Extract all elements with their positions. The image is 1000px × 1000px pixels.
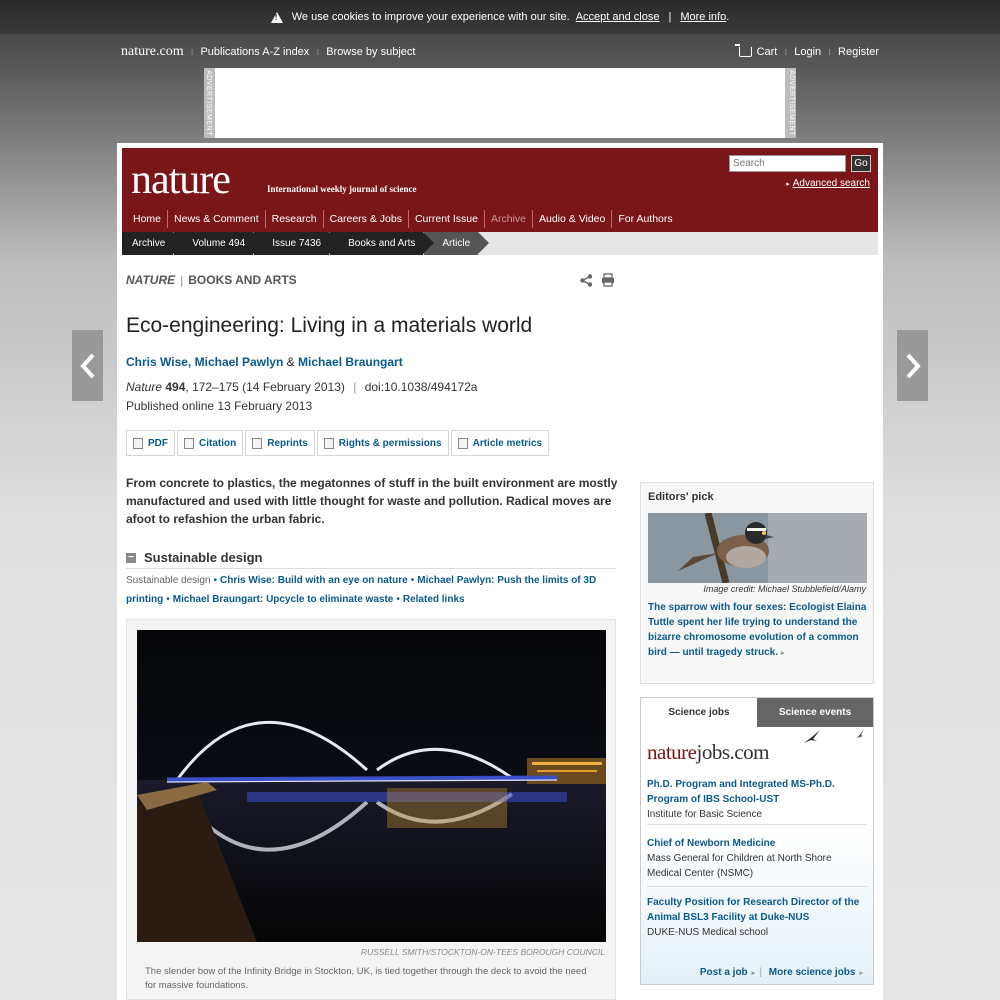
published-date: Published online 13 February 2013 bbox=[126, 399, 313, 413]
triangle-right-icon: ▸ bbox=[751, 970, 756, 977]
more-jobs-link[interactable]: More science jobs bbox=[768, 967, 856, 978]
jobs-tabs bbox=[641, 698, 873, 727]
breadcrumb bbox=[122, 232, 878, 255]
author-link[interactable]: Michael Pawlyn bbox=[194, 355, 284, 369]
site-brand-link[interactable]: nature.com bbox=[121, 44, 184, 59]
editors-pick-box bbox=[640, 482, 874, 684]
nav-careers-jobs[interactable]: Careers & Jobs bbox=[324, 210, 409, 228]
tagline: International weekly journal of science bbox=[267, 184, 417, 194]
bridge-photo[interactable] bbox=[137, 630, 606, 942]
triangle-right-icon: ▸ bbox=[859, 970, 863, 977]
cookie-separator: | bbox=[668, 11, 672, 23]
section-name: BOOKS AND ARTS bbox=[188, 273, 297, 287]
doi: doi:10.1038/494172a bbox=[364, 380, 478, 394]
next-article-button[interactable] bbox=[897, 330, 928, 401]
nav-home[interactable]: Home bbox=[127, 210, 168, 228]
author-link[interactable]: Chris Wise bbox=[126, 355, 188, 369]
publications-index-link[interactable]: Publications A-Z index bbox=[200, 46, 310, 58]
cookie-banner bbox=[0, 0, 1000, 34]
bird-icon bbox=[803, 729, 821, 747]
triangle-right-icon: ▸ bbox=[786, 181, 790, 188]
editors-pick-heading: Editors' pick bbox=[648, 491, 714, 503]
author-list: Chris Wise, Michael Pawlyn & Michael Braungart bbox=[126, 355, 403, 369]
cookie-message: We use cookies to improve your experience with our site. bbox=[291, 11, 570, 23]
breadcrumb-current: Article bbox=[424, 232, 478, 255]
ad-label-right: ADVERTISEMENT bbox=[788, 70, 795, 136]
job-listing[interactable]: Chief of Newborn Medicine Mass General for Children at North Shore Medical Center (NSMC) bbox=[647, 838, 832, 879]
section-link[interactable]: Related links bbox=[402, 594, 465, 605]
print-icon[interactable] bbox=[601, 273, 615, 287]
key-icon bbox=[324, 438, 334, 449]
login-link[interactable]: Login bbox=[794, 46, 822, 58]
nav-for-authors[interactable]: For Authors bbox=[618, 213, 673, 225]
section-link[interactable]: Michael Braungart: Upcycle to eliminate waste bbox=[172, 594, 394, 605]
editors-pick-link[interactable]: The sparrow with four sexes: Ecologist Elaina Tuttle spent her life trying to understand the bizarre chromosome evolution of a common bird — until tragedy struck. ▸ bbox=[648, 602, 867, 658]
reprints-icon bbox=[252, 438, 262, 449]
sparrow-photo[interactable] bbox=[648, 513, 867, 583]
ad-label-left: ADVERTISEMENT bbox=[205, 70, 212, 136]
pdf-icon bbox=[133, 438, 143, 449]
register-link[interactable]: Register bbox=[838, 46, 879, 58]
nav-audio-video[interactable]: Audio & Video bbox=[533, 210, 612, 228]
naturejobs-logo[interactable]: naturejobs.com bbox=[647, 740, 769, 764]
cart-link[interactable]: Cart bbox=[756, 46, 778, 58]
nav-news-comment[interactable]: News & Comment bbox=[168, 210, 266, 228]
chevron-right-icon bbox=[905, 352, 921, 380]
citation-button[interactable]: Citation bbox=[177, 430, 243, 456]
nature-logo[interactable]: nature bbox=[131, 157, 230, 203]
article-section-label: NATURE | BOOKS AND ARTS bbox=[126, 273, 297, 287]
section-link[interactable]: Michael Pawlyn: Push the limits of 3D printing bbox=[126, 575, 597, 605]
editors-pick-credit: Image credit: Michael Stubblefield/Alamy bbox=[703, 584, 866, 594]
more-info-link[interactable]: More info bbox=[680, 11, 727, 23]
article-tools bbox=[126, 430, 549, 456]
pdf-button[interactable]: PDF bbox=[126, 430, 175, 456]
bird-icon bbox=[856, 729, 865, 739]
triangle-right-icon: ▸ bbox=[780, 650, 785, 657]
reprints-button[interactable]: Reprints bbox=[245, 430, 315, 456]
article-title: Eco-engineering: Living in a materials world bbox=[126, 314, 533, 337]
article-metrics-button[interactable]: Article metrics bbox=[451, 430, 549, 456]
breadcrumb-volume[interactable]: Volume 494 bbox=[174, 232, 253, 255]
tab-science-events[interactable]: Science events bbox=[757, 698, 873, 727]
section-heading[interactable]: − Sustainable design bbox=[126, 547, 616, 569]
previous-article-button[interactable] bbox=[72, 330, 103, 401]
warning-icon bbox=[271, 12, 283, 23]
chevron-left-icon bbox=[80, 352, 96, 380]
jobs-widget bbox=[640, 697, 874, 985]
page-container bbox=[117, 143, 883, 1000]
nav-current-issue[interactable]: Current Issue bbox=[409, 210, 485, 228]
main-navigation bbox=[127, 210, 679, 228]
job-listing[interactable]: Faculty Position for Research Director of the Animal BSL3 Facility at Duke-NUS DUKE-NUS Medical school bbox=[647, 897, 860, 938]
cart-icon bbox=[739, 47, 752, 57]
cookie-period: . bbox=[726, 11, 730, 23]
figure-credit: RUSSELL SMITH/STOCKTON-ON-TEES BOROUGH COUNCIL bbox=[360, 947, 605, 957]
share-icon[interactable] bbox=[580, 274, 593, 287]
accept-cookies-link[interactable]: Accept and close bbox=[575, 11, 660, 23]
job-listing[interactable]: Ph.D. Program and Integrated MS-Ph.D. Program of IBS School-UST Institute for Basic Science bbox=[647, 779, 835, 820]
search-go-button[interactable]: Go bbox=[851, 155, 871, 172]
nav-research[interactable]: Research bbox=[266, 210, 324, 228]
chart-icon bbox=[458, 438, 468, 449]
figure-caption: The slender bow of the Infinity Bridge in Stockton, UK, is tied together through the deck to avoid the need for massive foundations. bbox=[145, 966, 587, 991]
post-job-link[interactable]: Post a job bbox=[699, 967, 748, 978]
section-links: Sustainable design • Chris Wise: Build with an eye on nature • Michael Pawlyn: Push the limits of 3D printing • Michael Braungart: Upcycle to eliminate waste • Related links bbox=[126, 575, 597, 605]
citation-line: Nature 494, 172–175 (14 February 2013) | doi:10.1038/494172a bbox=[126, 380, 478, 394]
advanced-search-link[interactable]: ▸ Advanced search bbox=[786, 178, 870, 189]
section-link[interactable]: Chris Wise: Build with an eye on nature bbox=[220, 575, 408, 586]
nav-archive[interactable]: Archive bbox=[485, 210, 533, 228]
article-standfirst: From concrete to plastics, the megatonnes of stuff in the built environment are mostly manufactured and used with little thought for waste and pollution. Radical moves are afoot to refashion the urban fabric. bbox=[126, 476, 618, 526]
tab-science-jobs[interactable]: Science jobs bbox=[641, 698, 757, 727]
rights-permissions-button[interactable]: Rights & permissions bbox=[317, 430, 449, 456]
breadcrumb-archive[interactable]: Archive bbox=[122, 232, 173, 255]
jobs-panel bbox=[641, 727, 873, 984]
masthead bbox=[122, 148, 878, 232]
collapse-icon[interactable]: − bbox=[126, 553, 136, 563]
breadcrumb-section[interactable]: Books and Arts bbox=[330, 232, 423, 255]
advertisement-banner[interactable] bbox=[204, 68, 796, 138]
search-input[interactable] bbox=[729, 155, 846, 172]
journal-name: NATURE bbox=[126, 273, 176, 287]
author-link[interactable]: Michael Braungart bbox=[298, 355, 403, 369]
top-navigation: nature.com ⁝ Publications A-Z index ⁝ Browse by subject Cart ⁝ Login ⁝ Register bbox=[121, 44, 879, 59]
browse-subject-link[interactable]: Browse by subject bbox=[326, 46, 416, 58]
breadcrumb-issue[interactable]: Issue 7436 bbox=[254, 232, 329, 255]
download-icon bbox=[184, 438, 194, 449]
jobs-footer: Post a job ▸ | More science jobs ▸ bbox=[699, 967, 863, 978]
article-figure bbox=[126, 619, 616, 1000]
